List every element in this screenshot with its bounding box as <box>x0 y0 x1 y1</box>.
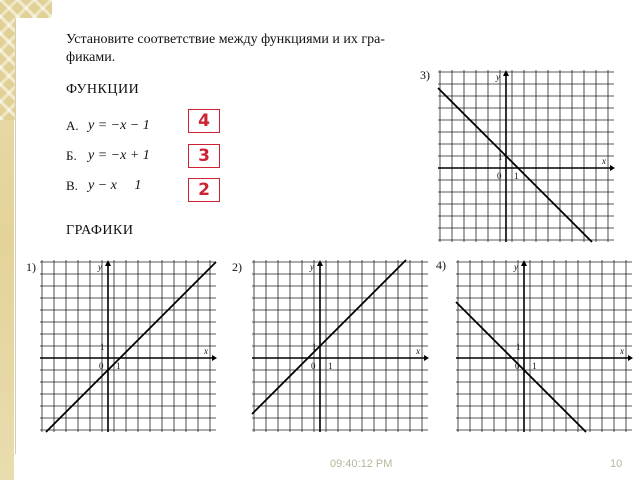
y-axis-arrow <box>503 70 509 76</box>
x-axis-label: x <box>416 346 420 356</box>
y-axis-label: y <box>98 262 102 272</box>
function-c-label: В. <box>66 178 78 193</box>
y-unit-label: 1 <box>100 342 105 352</box>
x-unit-label: 1 <box>514 171 519 181</box>
origin-label: 0 <box>311 361 316 371</box>
y-axis-arrow <box>105 260 111 266</box>
function-b-formula: y = −x + 1 <box>88 148 150 163</box>
functions-heading: ФУНКЦИИ <box>66 82 140 97</box>
y-axis-label: y <box>514 262 518 272</box>
slide-content <box>15 18 640 454</box>
x-axis-label: x <box>620 346 624 356</box>
answer-box-a: 4 <box>188 109 220 133</box>
footer-page-number: 10 <box>610 458 623 470</box>
y-axis-arrow <box>521 260 527 266</box>
function-b-label: Б. <box>66 148 77 163</box>
x-axis-arrow <box>628 355 633 361</box>
function-line <box>456 302 586 432</box>
y-axis-label: y <box>496 72 500 82</box>
task-line-2: фиками. <box>66 50 116 65</box>
footer-time: 09:40:12 PM <box>330 458 393 470</box>
graph-3-number: 3) <box>420 68 430 82</box>
graph-4 <box>454 258 634 434</box>
function-a-formula: y = −x − 1 <box>88 118 150 133</box>
graphs-heading: ГРАФИКИ <box>66 223 134 238</box>
graph-3 <box>436 68 616 244</box>
x-unit-label: 1 <box>328 361 333 371</box>
origin-label: 0 <box>515 361 520 371</box>
origin-label: 0 <box>497 171 502 181</box>
y-axis-arrow <box>317 260 323 266</box>
y-unit-label: 1 <box>498 152 503 162</box>
x-axis-arrow <box>610 165 615 171</box>
x-axis-arrow <box>424 355 429 361</box>
x-axis-arrow <box>212 355 217 361</box>
graph-1 <box>38 258 218 434</box>
task-line-1: Установите соответствие между функциями и их гра- <box>66 32 385 47</box>
x-unit-label: 1 <box>532 361 537 371</box>
y-axis-label: y <box>310 262 314 272</box>
function-line <box>46 262 216 432</box>
function-line <box>438 88 592 242</box>
graph-1-number: 1) <box>26 260 36 274</box>
graph-2 <box>250 258 430 434</box>
x-axis-label: x <box>602 156 606 166</box>
answer-box-c: 2 <box>188 178 220 202</box>
y-unit-label: 1 <box>516 342 521 352</box>
x-unit-label: 1 <box>116 361 121 371</box>
graph-2-number: 2) <box>232 260 242 274</box>
answer-box-b: 3 <box>188 144 220 168</box>
x-axis-label: x <box>204 346 208 356</box>
origin-label: 0 <box>99 361 104 371</box>
function-line <box>252 260 406 414</box>
y-unit-label: 1 <box>312 342 317 352</box>
function-c-formula: y − x 1 <box>88 178 142 193</box>
graph-4-number: 4) <box>436 258 446 272</box>
function-a-label: А. <box>66 118 79 133</box>
